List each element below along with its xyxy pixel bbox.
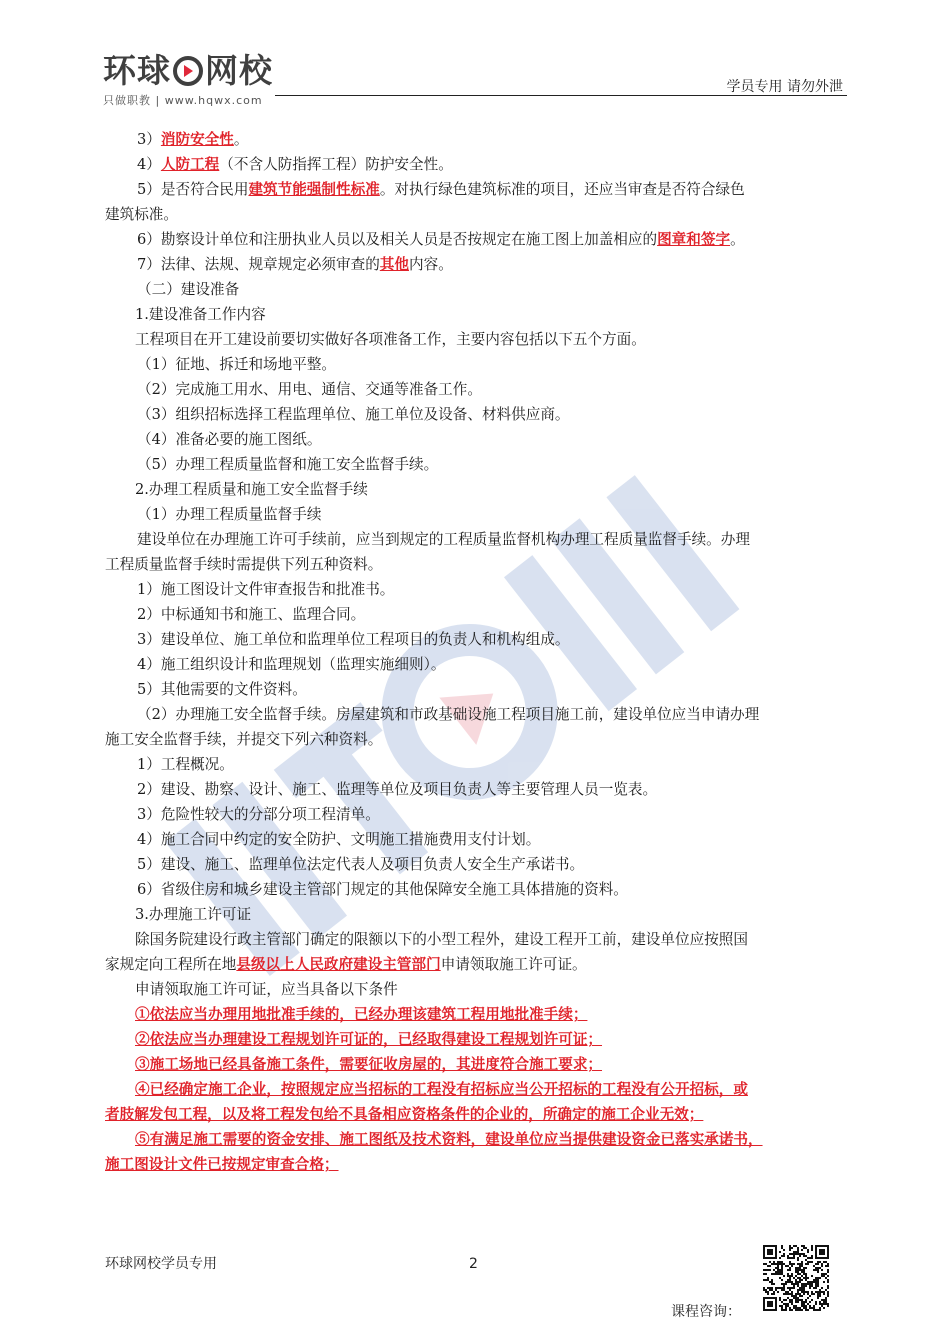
text-run: 除国务院建设行政主管部门确定的限额以下的小型工程外，建设工程开工前，建设单位应按照国	[135, 931, 748, 948]
text-run: 5）其他需要的文件资料。	[137, 681, 307, 698]
text-line	[105, 477, 843, 502]
text-run: 6）省级住房和城乡建设主管部门规定的其他保障安全施工具体措施的资料。	[137, 881, 628, 898]
text-line	[105, 227, 843, 252]
text-run: （2）完成施工用水、用电、通信、交通等准备工作。	[137, 381, 482, 398]
text-line	[105, 152, 843, 177]
text-run: （二）建设准备	[137, 281, 240, 298]
text-run: （不含人防指挥工程）防护安全性。	[219, 156, 453, 173]
text-run: 4）施工组织设计和监理规划（监理实施细则）。	[137, 656, 446, 673]
text-line	[105, 377, 843, 402]
text-line	[105, 1152, 843, 1177]
text-line	[105, 777, 843, 802]
text-line	[105, 252, 843, 277]
text-run: 3）建设单位、施工单位和监理单位工程项目的负责人和机构组成。	[137, 631, 570, 648]
text-run: 内容。	[409, 256, 453, 273]
highlighted-text: 图章和签字	[657, 231, 731, 248]
text-run: 5）是否符合民用	[137, 181, 249, 198]
text-run: （1）征地、拆迁和场地平整。	[137, 356, 337, 373]
text-line	[105, 1002, 843, 1027]
text-run: （5）办理工程质量监督和施工安全监督手续。	[137, 456, 439, 473]
text-line	[105, 552, 843, 577]
text-line	[105, 327, 843, 352]
text-run: （1）办理工程质量监督手续	[137, 506, 322, 523]
highlighted-text: 其他	[379, 256, 409, 273]
text-run: （2）办理施工安全监督手续。房屋建筑和市政基础设施工程项目施工前，建设单位应当申请办理	[137, 706, 760, 723]
document-body	[105, 127, 843, 1177]
text-line	[105, 127, 843, 152]
highlighted-text: ②依法应当办理建设工程规划许可证的，已经取得建设工程规划许可证；	[135, 1031, 603, 1048]
text-line	[105, 502, 843, 527]
text-line	[105, 852, 843, 877]
text-run: 3.办理施工许可证	[135, 906, 252, 923]
highlighted-text: 县级以上人民政府建设主管部门	[236, 956, 441, 973]
text-run: 4）	[137, 156, 161, 173]
text-line	[105, 1027, 843, 1052]
highlighted-text: 施工图设计文件已按规定审查合格；	[105, 1156, 339, 1173]
text-line	[105, 727, 843, 752]
text-run: 5）建设、施工、监理单位法定代表人及项目负责人安全生产承诺书。	[137, 856, 585, 873]
highlighted-text: 人防工程	[160, 156, 220, 173]
text-line	[105, 352, 843, 377]
text-run: 1）施工图设计文件审查报告和批准书。	[137, 581, 395, 598]
text-line	[105, 752, 843, 777]
text-line	[105, 452, 843, 477]
text-run: （3）组织招标选择工程监理单位、施工单位及设备、材料供应商。	[137, 406, 570, 423]
highlighted-text: ①依法应当办理用地批准手续的，已经办理该建筑工程用地批准手续；	[135, 1006, 588, 1023]
text-line	[105, 902, 843, 927]
text-line	[105, 1052, 843, 1077]
text-run: 。	[233, 131, 249, 148]
text-run: 2.办理工程质量和施工安全监督手续	[135, 481, 368, 498]
highlighted-text: 者肢解发包工程，以及将工程发包给不具备相应资格条件的企业的，所确定的施工企业无效；	[105, 1106, 704, 1123]
text-line	[105, 202, 843, 227]
text-run: 工程项目在开工建设前要切实做好各项准备工作，主要内容包括以下五个方面。	[135, 331, 646, 348]
text-run: 家规定向工程所在地	[105, 956, 237, 973]
header-notice: 学员专用 请勿外泄	[726, 79, 843, 95]
text-run: 7）法律、法规、规章规定必须审查的	[137, 256, 380, 273]
text-line	[105, 702, 843, 727]
brand-logo	[103, 52, 273, 108]
text-line	[105, 1102, 843, 1127]
text-line	[105, 427, 843, 452]
text-run: 2）中标通知书和施工、监理合同。	[137, 606, 366, 623]
text-line	[105, 652, 843, 677]
page-number: 2	[469, 1256, 478, 1272]
footer-label: 环球网校学员专用	[105, 1256, 217, 1272]
text-run: 申请领取施工许可证。	[440, 956, 587, 973]
text-run: 3）危险性较大的分部分项工程清单。	[137, 806, 380, 823]
highlighted-text: 消防安全性	[160, 131, 234, 148]
play-icon	[173, 56, 203, 86]
text-run: 。对执行绿色建筑标准的项目，还应当审查是否符合绿色	[379, 181, 745, 198]
highlighted-text: ④已经确定施工企业，按照规定应当招标的工程没有招标应当公开招标的工程没有公开招标，或	[135, 1081, 748, 1098]
text-run: 1.建设准备工作内容	[135, 306, 266, 323]
highlighted-text: ⑤有满足施工需要的资金安排、施工图纸及技术资料，建设单位应当提供建设资金已落实承诺书，	[135, 1131, 763, 1148]
text-line	[105, 577, 843, 602]
text-line	[105, 1077, 843, 1102]
text-line	[105, 177, 843, 202]
qr-code-icon[interactable]	[763, 1245, 829, 1311]
text-line	[105, 527, 843, 552]
text-line	[105, 627, 843, 652]
highlighted-text: ③施工场地已经具备施工条件，需要征收房屋的，其进度符合施工要求；	[135, 1056, 603, 1073]
text-run: 工程质量监督手续时需提供下列五种资料。	[105, 556, 383, 573]
text-run: 建设单位在办理施工许可手续前，应当到规定的工程质量监督机构办理工程质量监督手续。办理	[137, 531, 750, 548]
text-run: 1）工程概况。	[137, 756, 234, 773]
text-line	[105, 877, 843, 902]
text-run: 2）建设、勘察、设计、施工、监理等单位及项目负责人等主要管理人员一览表。	[137, 781, 658, 798]
consult-label: 课程咨询：	[671, 1304, 741, 1320]
logo-tagline: 只做职教 | www.hqwx.com	[103, 94, 263, 107]
text-run: （4）准备必要的施工图纸。	[137, 431, 322, 448]
text-line	[105, 927, 843, 952]
text-line	[105, 952, 843, 977]
logo-text-b: 网校	[205, 51, 273, 90]
text-line	[105, 1127, 843, 1152]
text-line	[105, 602, 843, 627]
text-run: 。	[730, 231, 745, 248]
text-line	[105, 977, 843, 1002]
text-run: 施工安全监督手续，并提交下列六种资料。	[105, 731, 383, 748]
logo-text-a: 环球	[103, 51, 171, 90]
text-line	[105, 302, 843, 327]
text-run: 建筑标准。	[105, 206, 178, 223]
text-run: 6）勘察设计单位和注册执业人员以及相关人员是否按规定在施工图上加盖相应的	[137, 231, 658, 248]
highlighted-text: 建筑节能强制性标准	[248, 181, 380, 198]
text-run: 3）	[137, 131, 161, 148]
text-line	[105, 677, 843, 702]
text-line	[105, 402, 843, 427]
text-line	[105, 277, 843, 302]
text-line	[105, 802, 843, 827]
text-run: 申请领取施工许可证，应当具备以下条件	[135, 981, 398, 998]
text-line	[105, 827, 843, 852]
text-run: 4）施工合同中约定的安全防护、文明施工措施费用支付计划。	[137, 831, 541, 848]
